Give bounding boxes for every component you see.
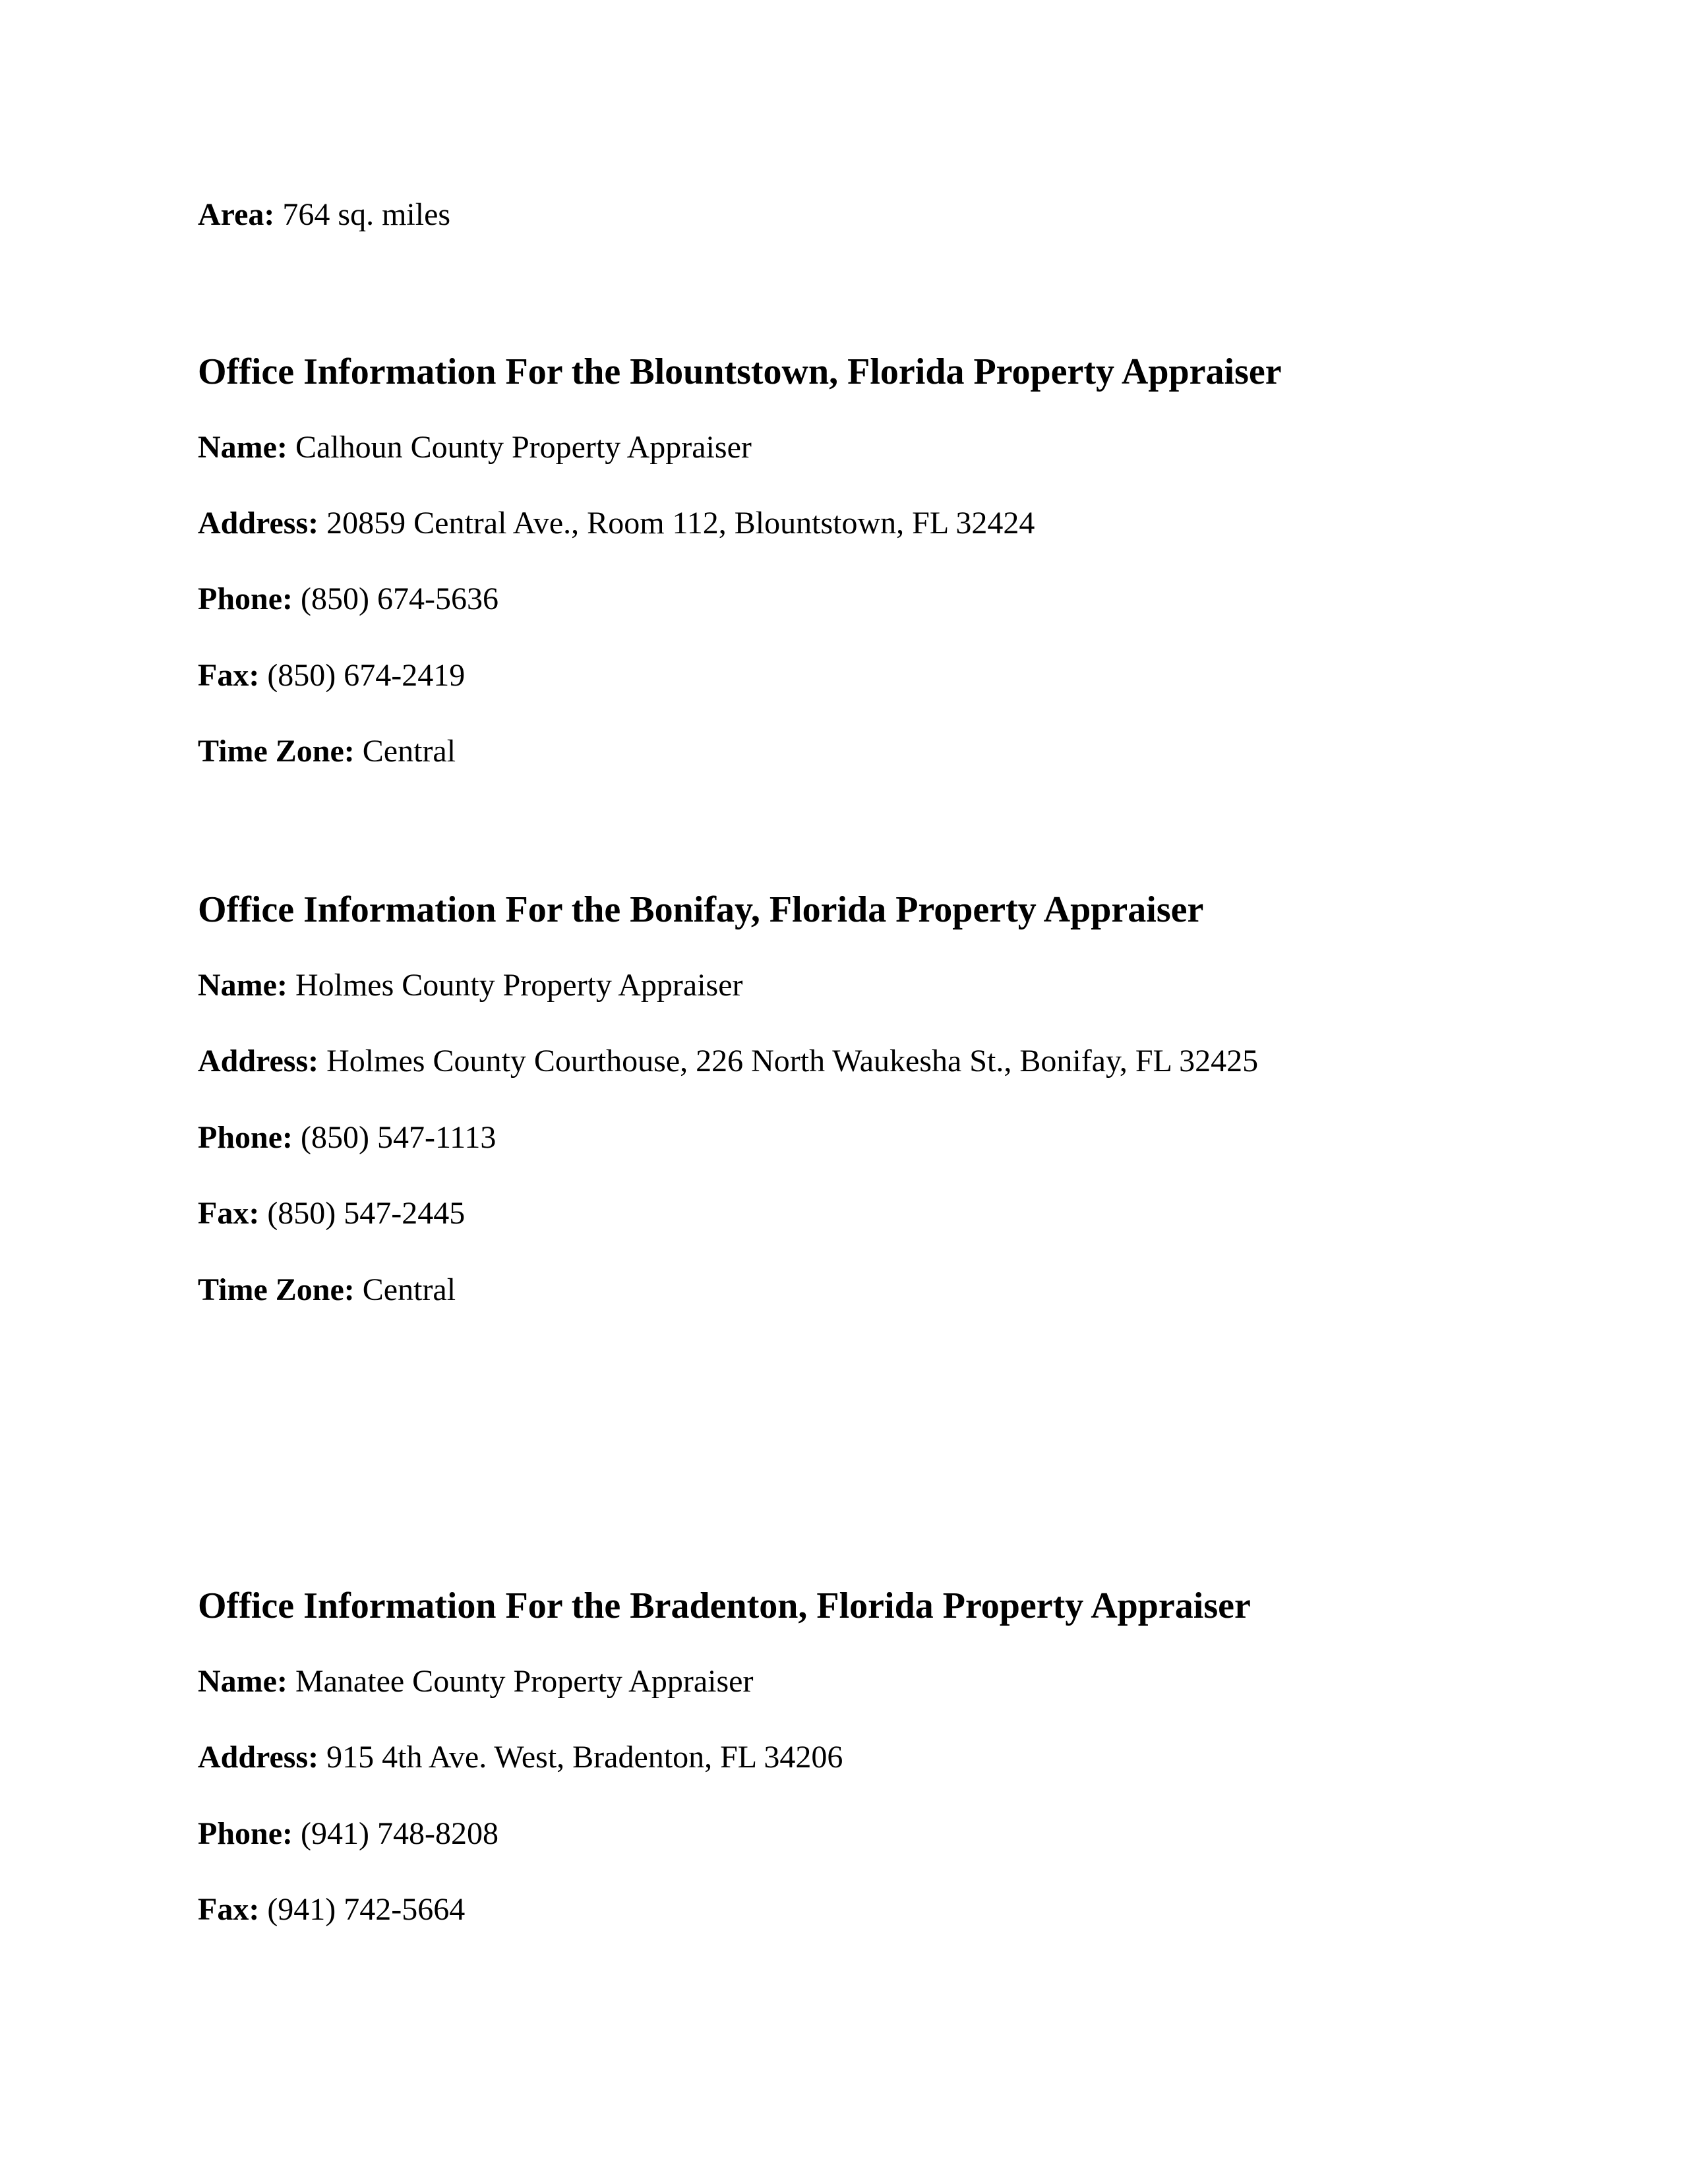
phone-value: (850) 674-5636 bbox=[301, 581, 498, 616]
timezone-line bbox=[198, 736, 456, 767]
area-value: 764 sq. miles bbox=[282, 197, 451, 232]
fax-line bbox=[198, 1894, 465, 1926]
name-line bbox=[198, 1666, 753, 1697]
phone-value: (941) 748-8208 bbox=[301, 1816, 498, 1851]
name-line bbox=[198, 970, 743, 1001]
address-line bbox=[198, 508, 1035, 539]
name-label: Name: bbox=[198, 968, 287, 1003]
fax-line bbox=[198, 1198, 465, 1229]
name-value: Calhoun County Property Appraiser bbox=[295, 430, 752, 465]
phone-label: Phone: bbox=[198, 581, 293, 616]
section-heading-bonifay: Office Information For the Bonifay, Florida Property Appraiser bbox=[198, 889, 1204, 930]
address-label: Address: bbox=[198, 1740, 319, 1775]
timezone-label: Time Zone: bbox=[198, 1272, 355, 1307]
fax-value: (850) 674-2419 bbox=[267, 658, 466, 693]
address-value: Holmes County Courthouse, 226 North Waukesha St., Bonifay, FL 32425 bbox=[326, 1044, 1259, 1078]
phone-label: Phone: bbox=[198, 1120, 293, 1155]
timezone-label: Time Zone: bbox=[198, 734, 355, 769]
section-heading-bradenton: Office Information For the Bradenton, Florida Property Appraiser bbox=[198, 1585, 1251, 1626]
area-line bbox=[198, 199, 450, 231]
name-label: Name: bbox=[198, 430, 287, 465]
address-line bbox=[198, 1742, 843, 1773]
fax-value: (941) 742-5664 bbox=[267, 1892, 466, 1927]
timezone-line bbox=[198, 1274, 456, 1306]
address-value: 20859 Central Ave., Room 112, Blountstown, FL 32424 bbox=[326, 506, 1035, 541]
phone-line bbox=[198, 1122, 496, 1154]
phone-line bbox=[198, 583, 498, 615]
area-label: Area: bbox=[198, 197, 275, 232]
name-value: Holmes County Property Appraiser bbox=[295, 968, 743, 1003]
address-label: Address: bbox=[198, 506, 319, 541]
timezone-value: Central bbox=[362, 734, 456, 769]
address-line bbox=[198, 1046, 1258, 1077]
name-value: Manatee County Property Appraiser bbox=[295, 1664, 754, 1699]
fax-line bbox=[198, 660, 465, 692]
phone-value: (850) 547-1113 bbox=[301, 1120, 497, 1155]
fax-label: Fax: bbox=[198, 1892, 260, 1927]
phone-label: Phone: bbox=[198, 1816, 293, 1851]
fax-label: Fax: bbox=[198, 1196, 260, 1231]
name-line bbox=[198, 432, 752, 463]
address-label: Address: bbox=[198, 1044, 319, 1078]
fax-label: Fax: bbox=[198, 658, 260, 693]
phone-line bbox=[198, 1818, 498, 1850]
timezone-value: Central bbox=[362, 1272, 456, 1307]
fax-value: (850) 547-2445 bbox=[267, 1196, 466, 1231]
address-value: 915 4th Ave. West, Bradenton, FL 34206 bbox=[326, 1740, 843, 1775]
section-heading-blountstown: Office Information For the Blountstown, Florida Property Appraiser bbox=[198, 351, 1282, 392]
name-label: Name: bbox=[198, 1664, 287, 1699]
